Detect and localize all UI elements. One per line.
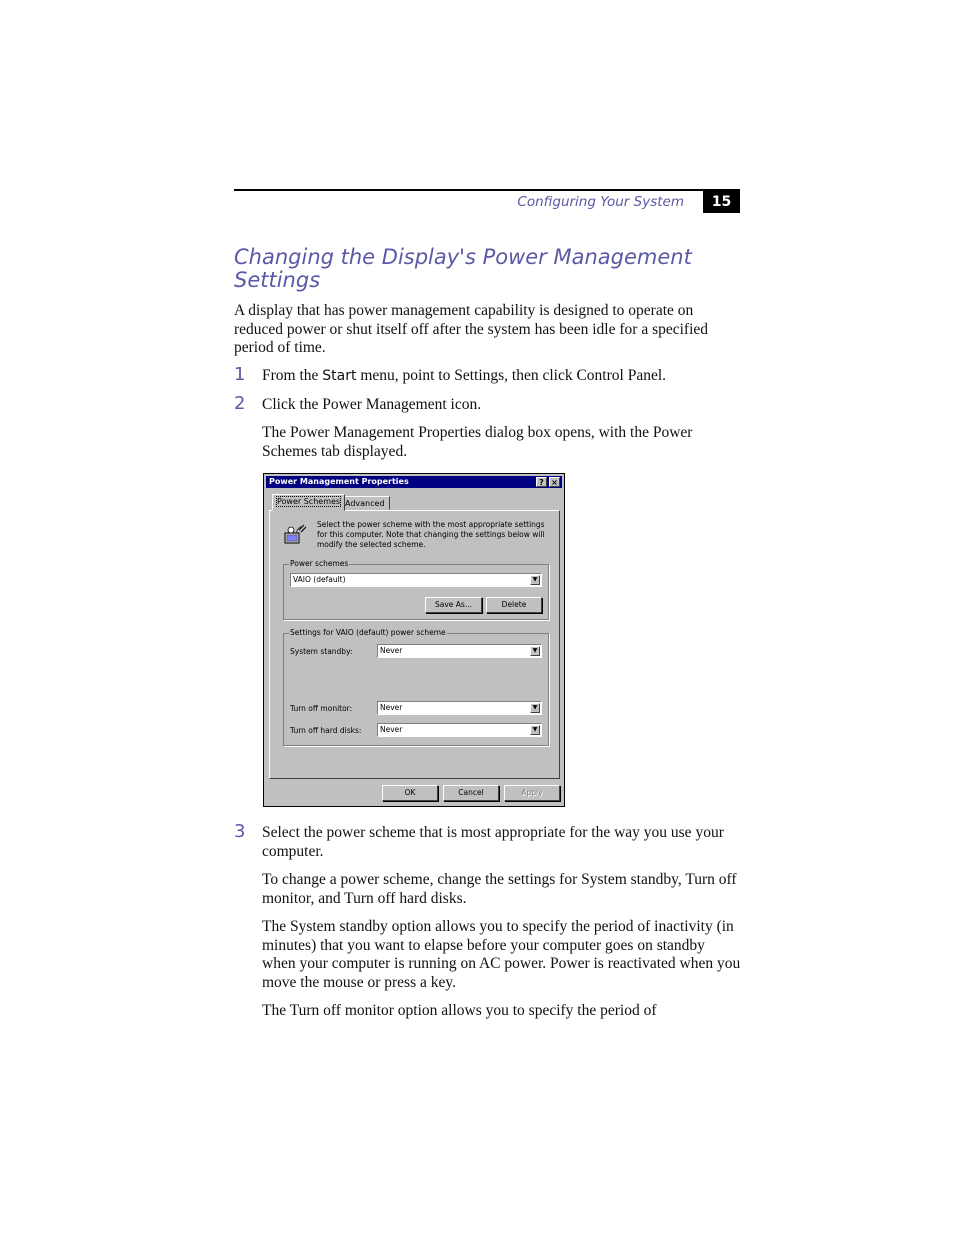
scheme-settings-group: [283, 628, 549, 746]
page-number: 15: [703, 191, 740, 213]
chevron-down-icon[interactable]: ▼: [530, 646, 540, 656]
dialog-titlebar: [266, 476, 562, 488]
chevron-down-icon[interactable]: ▼: [530, 725, 540, 735]
dialog-description: Select the power scheme with the most appropriate settings for this computer. Note that changing the settings below will modify the selected scheme.: [317, 520, 545, 549]
save-as-button[interactable]: Save As...: [425, 597, 482, 613]
tab-advanced[interactable]: [340, 496, 390, 510]
header-rule: [234, 189, 740, 191]
cancel-button[interactable]: Cancel: [443, 785, 499, 801]
system-standby-value: Never: [380, 646, 403, 655]
tab-advanced-label: Advanced: [345, 499, 385, 508]
step-2-text: Click the Power Management icon.: [262, 396, 482, 413]
power-management-dialog: [263, 473, 565, 807]
step-number-1: 1: [234, 364, 246, 385]
apply-button[interactable]: Apply: [504, 785, 560, 801]
turn-off-monitor-value: Never: [380, 703, 403, 712]
delete-button[interactable]: Delete: [486, 597, 542, 613]
chevron-down-icon[interactable]: ▼: [530, 703, 540, 713]
turn-off-hard-disks-value: Never: [380, 725, 403, 734]
turn-off-hard-disks-label: Turn off hard disks:: [290, 726, 362, 735]
section-title: Changing the Display's Power Management Settings: [234, 245, 692, 292]
chevron-down-icon[interactable]: ▼: [530, 575, 540, 585]
turn-off-monitor-paragraph: The Turn off monitor option allows you to specify the period of: [262, 1002, 657, 1019]
change-scheme-paragraph: To change a power scheme, change the settings for System standby, Turn off monitor, and Turn off hard disks.: [262, 871, 737, 907]
power-schemes-label: Power schemes: [290, 559, 349, 568]
system-standby-paragraph: The System standby option allows you to specify the period of inactivity (in minutes) that you want to elapse before your computer goes on standby when your computer is running on AC power. Power is reactivated when you move the mouse or press a key.: [262, 918, 741, 991]
step-number-3: 3: [234, 821, 246, 842]
running-header-section: Configuring Your System: [517, 194, 684, 210]
step-number-2: 2: [234, 393, 246, 414]
turn-off-monitor-select[interactable]: [377, 701, 542, 715]
help-button[interactable]: ?: [536, 477, 547, 487]
step-1-text-after: menu, point to Settings, then click Control Panel.: [356, 367, 667, 384]
power-scheme-value: VAIO (default): [293, 575, 346, 584]
system-standby-label: System standby:: [290, 647, 353, 656]
power-schemes-group: [283, 559, 549, 620]
system-standby-select[interactable]: [377, 644, 542, 658]
step-1-text-before: From the: [262, 367, 323, 384]
step-1-text: [262, 367, 742, 386]
start-menu-word: Start: [322, 368, 357, 384]
turn-off-monitor-label: Turn off monitor:: [290, 704, 353, 713]
dialog-title: Power Management Properties: [269, 477, 409, 486]
power-plug-icon: [282, 521, 308, 547]
tab-power-schemes-label: Power Schemes: [277, 497, 341, 506]
intro-paragraph: A display that has power management capability is designed to operate on reduced power or shut itself off after the system has been idle for a specified period of time.: [234, 302, 709, 356]
scheme-settings-label: Settings for VAIO (default) power scheme: [290, 628, 446, 637]
step-2-note: The Power Management Properties dialog box opens, with the Power Schemes tab displayed.: [262, 424, 693, 460]
tab-power-schemes[interactable]: [272, 494, 345, 511]
step-3-text: Select the power scheme that is most appropriate for the way you use your computer.: [262, 824, 724, 860]
turn-off-hard-disks-select[interactable]: [377, 723, 542, 737]
ok-button[interactable]: OK: [382, 785, 438, 801]
power-scheme-select[interactable]: [290, 573, 542, 587]
close-button[interactable]: ×: [549, 477, 560, 487]
